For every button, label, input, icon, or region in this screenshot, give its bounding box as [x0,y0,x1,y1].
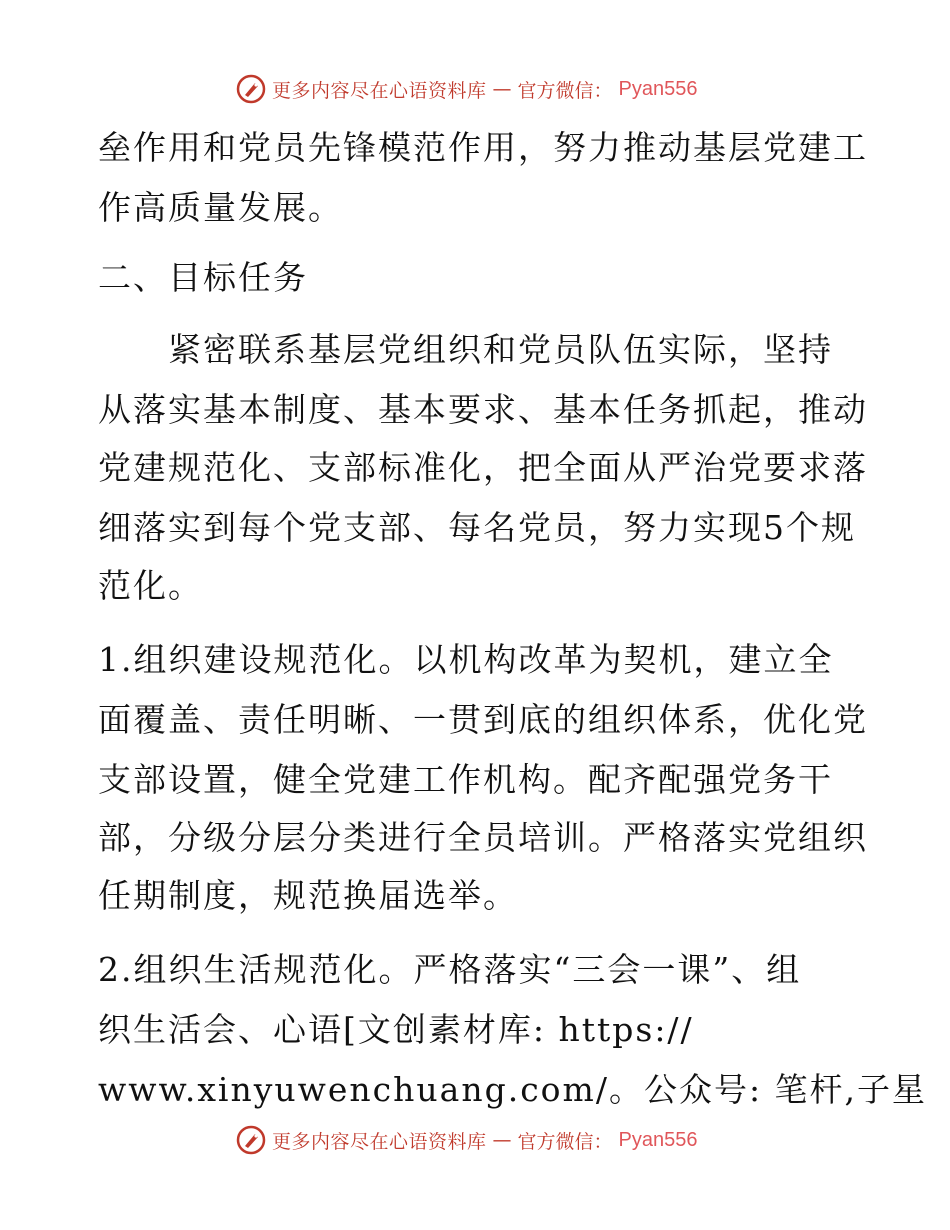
text-line: 党建规范化、支部标准化，把全面从严治党要求落 [98,448,868,487]
watermark-brand: 更多内容尽在心语资料库 [272,1130,487,1153]
watermark-brand: 更多内容尽在心语资料库 [272,79,487,102]
footer-watermark [236,1123,698,1157]
pen-nib-icon [236,74,266,104]
text-line: 范化。 [98,566,203,605]
text-line: 1.组织建设规范化。以机构改革为契机，建立全 [98,640,834,679]
text-line: www.xinyuwenchuang.com/。公众号: 笔杆,子星 [98,1070,928,1109]
watermark-wechat-id: Pyan556 [618,1128,698,1151]
text-line: 任期制度，规范换届选举。 [98,876,518,915]
text-line: 部，分级分层分类进行全员培训。严格落实党组织 [98,818,868,857]
pen-nib-icon [236,1125,266,1155]
watermark-dash: — [492,1129,512,1151]
text-line: 紧密联系基层党组织和党员队伍实际，坚持 [98,330,833,369]
text-line: 垒作用和党员先锋模范作用，努力推动基层党建工 [98,128,868,167]
watermark-label: 官方微信： [517,79,613,102]
section-heading: 二、目标任务 [98,258,308,297]
text-line: 从落实基本制度、基本要求、基本任务抓起，推动 [98,390,868,429]
text-line: 2.组织生活规范化。严格落实“三会一课”、组 [98,950,802,989]
text-line: 支部设置，健全党建工作机构。配齐配强党务干 [98,760,833,799]
watermark-label: 官方微信： [517,1130,613,1153]
text-line: 作高质量发展。 [98,188,343,227]
text-line: 细落实到每个党支部、每名党员，努力实现5个规 [98,508,856,547]
watermark-dash: — [492,78,512,100]
text-line: 织生活会、心语[文创素材库: https:// [98,1010,694,1049]
watermark-wechat-id: Pyan556 [618,77,698,100]
text-line: 面覆盖、责任明晰、一贯到底的组织体系，优化党 [98,700,868,739]
header-watermark [236,72,698,106]
